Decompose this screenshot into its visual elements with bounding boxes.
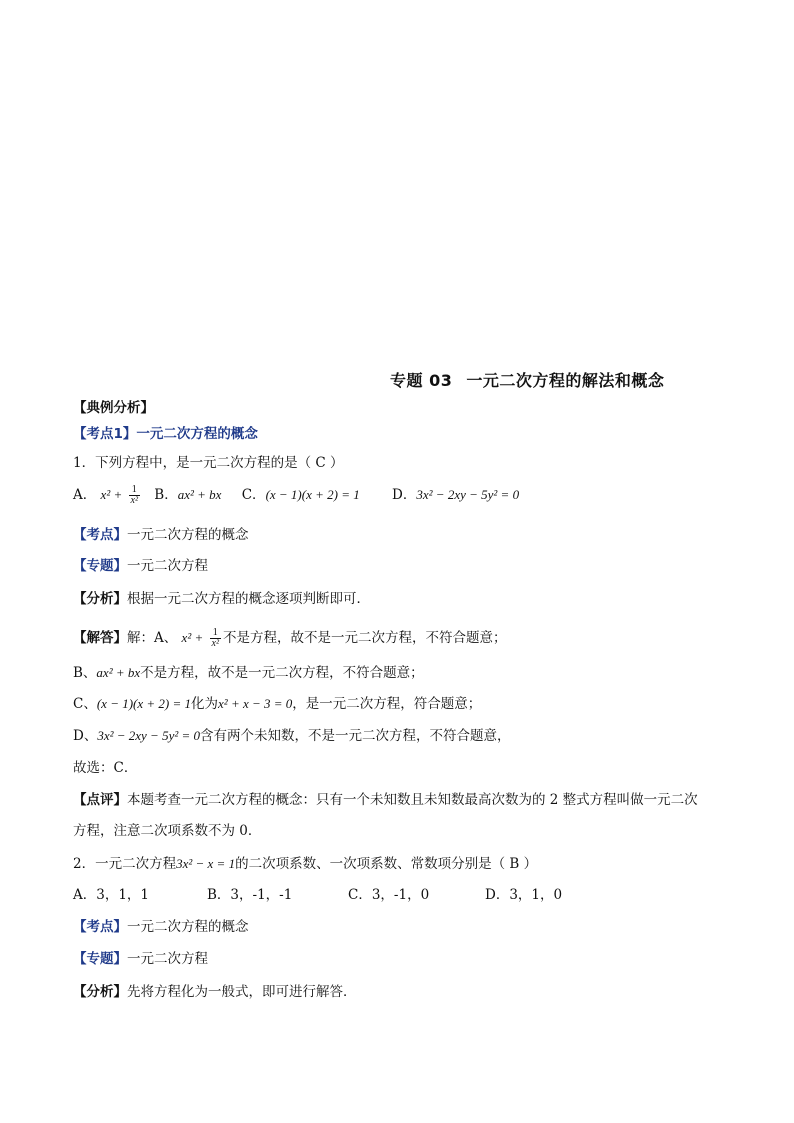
jieda-a-expr: x² + <box>181 630 204 645</box>
dianping-text1: 本题考查一元二次方程的概念：只有一个未知数且未知数最高次数为的 2 整式方程叫做一元二次 <box>127 792 698 808</box>
q1-option-b <box>154 486 221 504</box>
fraction-numerator: 1 <box>129 485 140 496</box>
q1-option-d-expr: 3x² − 2xy − 5y² = 0 <box>416 487 520 502</box>
q1-option-d-label: D． <box>392 487 417 503</box>
jieda-label: 【解答】 <box>73 630 127 646</box>
q1-line-b <box>73 664 424 682</box>
fenxi-text: 先将方程化为一般式，即可进行解答． <box>127 984 357 1000</box>
zhuanti-label: 【专题】 <box>73 558 127 574</box>
q1-kaodian <box>73 526 249 544</box>
jieda-prefix: 解：A、 <box>127 630 178 646</box>
section-label: 【典例分析】 <box>73 400 154 416</box>
q1-dianping-cont: 方程，注意二次项系数不为 0． <box>73 823 262 839</box>
title-prefix: 专题 03 <box>390 371 453 390</box>
q1-option-a-fraction <box>129 485 140 506</box>
q1-options <box>73 485 519 506</box>
kaodian-label: 【考点】 <box>73 919 127 935</box>
line-d-prefix: D、 <box>73 728 98 744</box>
line-d-text: 含有两个未知数，不是一元二次方程，不符合题意， <box>200 728 511 744</box>
line-b-expr: ax² + bx <box>96 665 141 680</box>
q1-option-b-expr: ax² + bx <box>177 487 222 502</box>
q2-option-b: B．3，-1，-1 <box>207 887 293 903</box>
line-c-expr1: (x − 1)(x + 2) = 1 <box>96 696 192 711</box>
jieda-a-fraction <box>210 628 221 649</box>
line-b-text: 不是方程，故不是一元二次方程，不符合题意； <box>140 665 424 681</box>
fraction-denominator: x² <box>130 495 138 506</box>
q2-stem-expr: 3x² − x = 1 <box>176 856 236 871</box>
line-d-expr: 3x² − 2xy − 5y² = 0 <box>97 728 201 743</box>
q1-line-d <box>73 727 511 745</box>
q1-option-c-label: C． <box>241 487 266 503</box>
line-b-prefix: B、 <box>73 665 97 681</box>
q1-option-b-label: B． <box>154 487 178 503</box>
kaodian-text: 一元二次方程的概念 <box>127 919 249 935</box>
kaodian-text: 一元二次方程的概念 <box>127 527 249 543</box>
zhuanti-label: 【专题】 <box>73 951 127 967</box>
q2-option-c: C．3，-1，0 <box>348 887 430 903</box>
line-c-expr2: x² + x − 3 = 0 <box>218 696 293 711</box>
q1-answer: 故选：C． <box>73 760 138 776</box>
q2-options <box>73 886 562 904</box>
q1-dianping <box>73 791 698 809</box>
q2-fenxi <box>73 983 357 1001</box>
q1-line-c <box>73 695 481 713</box>
q2-kaodian <box>73 918 249 936</box>
fenxi-label: 【分析】 <box>73 591 127 607</box>
dianping-label: 【点评】 <box>73 792 127 808</box>
line-c-mid: 化为 <box>191 696 219 712</box>
q2-zhuanti <box>73 950 208 968</box>
q1-option-c <box>242 486 360 504</box>
q2-stem-prefix: 2．一元二次方程 <box>73 856 177 872</box>
fraction-numerator: 1 <box>210 628 221 639</box>
title-main: 一元二次方程的解法和概念 <box>466 371 665 390</box>
zhuanti-text: 一元二次方程 <box>127 951 208 967</box>
q1-option-a-expr: x² + <box>100 487 123 502</box>
zhuanti-text: 一元二次方程 <box>127 558 208 574</box>
fenxi-text: 根据一元二次方程的概念逐项判断即可． <box>127 591 370 607</box>
fraction-denominator: x² <box>211 638 219 649</box>
q1-fenxi <box>73 590 370 608</box>
kaodian-label: 【考点】 <box>73 527 127 543</box>
page-title <box>390 368 664 391</box>
q1-stem: 1．下列方程中，是一元二次方程的是（ C ） <box>73 455 344 471</box>
q2-stem <box>73 855 537 873</box>
fenxi-label: 【分析】 <box>73 984 127 1000</box>
q1-jieda <box>73 628 506 649</box>
q2-option-a: A．3，1，1 <box>73 887 150 903</box>
q1-option-d <box>392 486 519 504</box>
q1-option-a <box>73 485 142 506</box>
q2-option-d: D．3，1，0 <box>485 887 563 903</box>
q2-stem-suffix: 的二次项系数、一次项系数、常数项分别是（ B ） <box>235 856 538 872</box>
line-c-prefix: C、 <box>73 696 97 712</box>
q1-option-a-label: A． <box>73 487 97 503</box>
line-c-text: ，是一元二次方程，符合题意； <box>292 696 482 712</box>
q1-zhuanti <box>73 557 208 575</box>
jieda-a-text: 不是方程，故不是一元二次方程，不符合题意； <box>222 630 507 646</box>
q1-option-c-expr: (x − 1)(x + 2) = 1 <box>265 487 360 502</box>
point1-label: 【考点1】一元二次方程的概念 <box>73 426 258 442</box>
